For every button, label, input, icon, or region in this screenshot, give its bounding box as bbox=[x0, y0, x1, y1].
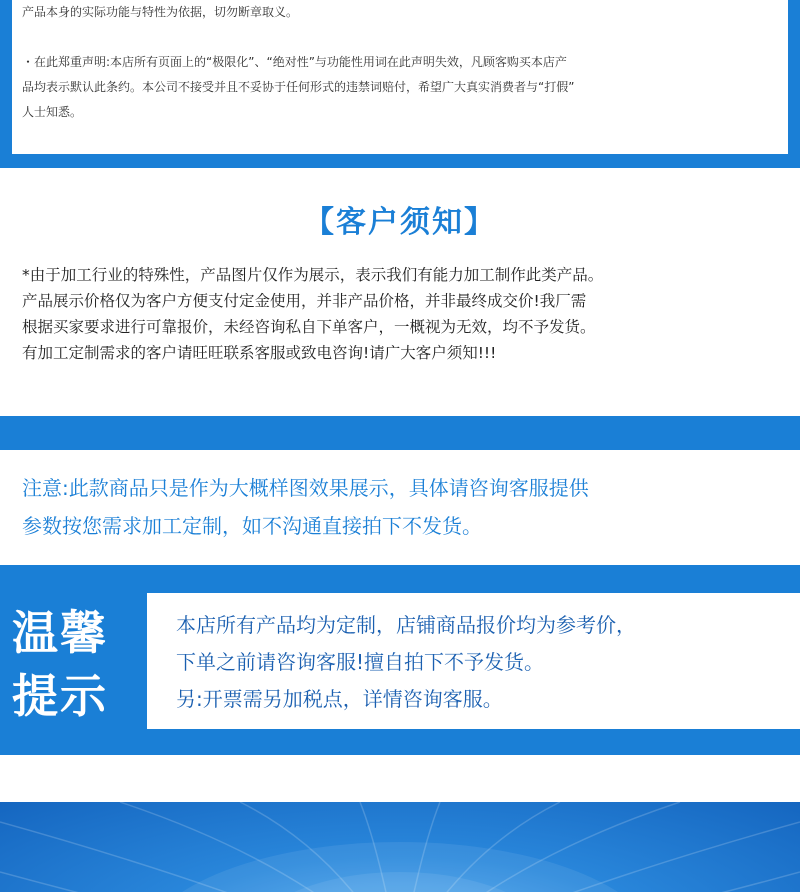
customer-notice-line-2: 产品展示价格仅为客户方便支付定金使用，并非产品价格，并非最终成交价!我厂需 bbox=[22, 292, 587, 310]
customer-notice-line-4: 有加工定制需求的客户请旺旺联系客服或致电咨询!请广大客户须知!!! bbox=[22, 344, 497, 362]
disclaimer-line-3: 品均表示默认此条约。本公司不接受并且不妥协于任何形式的违禁词赔付，希望广大真实消费者与“打假” bbox=[22, 80, 575, 94]
warm-tip-line-1: 本店所有产品均为定制，店铺商品报价均为参考价， bbox=[176, 613, 636, 637]
customer-notice-line-1: *由于加工行业的特殊性，产品图片仅作为展示，表示我们有能力加工制作此类产品。 bbox=[22, 266, 604, 284]
section-divider-bar bbox=[0, 416, 800, 450]
warm-tip-title-top: 温馨 bbox=[12, 606, 108, 660]
disclaimer-line-2: ・在此郑重声明:本店所有页面上的“极限化”、“绝对性”与功能性用词在此声明失效，凡顾客购买本店产 bbox=[22, 55, 567, 69]
attention-line-2: 参数按您需求加工定制，如不沟通直接拍下不发货。 bbox=[22, 514, 482, 538]
warm-tip-line-2: 下单之前请咨询客服!擅自拍下不予发货。 bbox=[176, 650, 545, 674]
disclaimer-line-1: 产品本身的实际功能与特性为依据，切勿断章取义。 bbox=[22, 5, 299, 19]
attention-line-1: 注意:此款商品只是作为大概样图效果展示，具体请咨询客服提供 bbox=[22, 476, 589, 500]
starburst-pattern bbox=[0, 802, 800, 892]
customer-notice-line-3: 根据买家要求进行可靠报价，未经咨询私自下单客户，一概视为无效，均不予发货。 bbox=[22, 318, 596, 336]
warm-tip-line-3: 另:开票需另加税点，详情咨询客服。 bbox=[176, 687, 503, 711]
customer-notice-title: 【客户须知】 bbox=[304, 205, 496, 240]
warm-tip-title-bottom: 提示 bbox=[12, 669, 108, 723]
decorative-footer-background bbox=[0, 802, 800, 892]
disclaimer-panel bbox=[12, 0, 788, 154]
disclaimer-line-4: 人士知悉。 bbox=[22, 105, 83, 119]
